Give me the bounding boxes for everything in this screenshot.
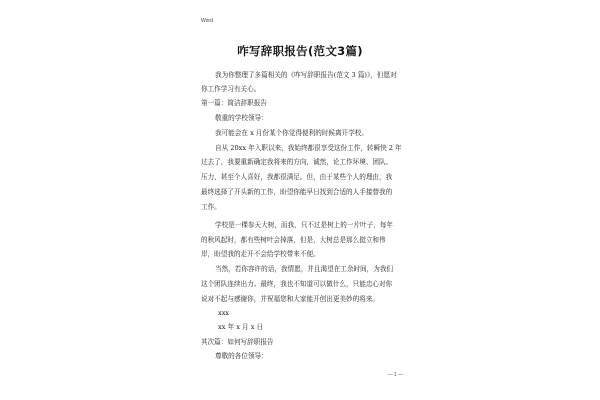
paragraph-line: 工作。 — [201, 203, 221, 211]
paragraph-line: 岸，盼望我的走开不会给学校带来不便。 — [201, 250, 320, 258]
paragraph-line: 说对不起与感谢你，并祝福您和大家能开创出更美妙的将来。 — [201, 295, 380, 303]
paragraph-line: 的秋风起时，都有些树叶会掉落，但是，大树总是那么挺立和伟 — [201, 236, 386, 244]
paragraph-line: 自从 20xx 年入职以来，我始终都很享受这份工作，转瞬快 2 年 — [215, 144, 402, 152]
paragraph-line: 这个团队连续出力。最终，我也不知道可以做什么，只能忠心对你 — [201, 280, 393, 288]
paragraph-line: 当然，若你容许的话，我情愿，并且渴望在工余时间，为我们 — [215, 265, 394, 273]
paragraph-line: 最终选择了开头新的工作，盼望你能早日找到合适的人手接替我的 — [201, 188, 393, 196]
page-number: — 1 — — [387, 372, 403, 378]
paragraph-line: 学校是一棵参天大树，而我，只不过是树上的一片叶子，每年 — [215, 221, 394, 229]
intro-line: 我为你整理了多篇相关的《咋写辞职报告(范文 3 篇)》，但愿对 — [215, 71, 397, 79]
intro-line: 你工作学习有关心。 — [201, 85, 261, 93]
signature-date: xx 年 x 月 x 日 — [218, 323, 264, 331]
paragraph-line: 压力，甚至个人喜好，我都很满足。但，由于某些个人的理由，我 — [201, 173, 393, 181]
app-label: Word — [201, 18, 213, 24]
section-heading: 其次篇：如何写辞职报告 — [201, 338, 274, 346]
salutation: 敬重的学校领导： — [215, 114, 268, 122]
paragraph-line: 我可能会在 x 月份某个你觉得便利的时候离开学校。 — [215, 129, 368, 137]
document-title: 咋写辞职报告(范文3篇) — [237, 44, 363, 58]
paragraph-line: 过去了，我要重新确定我将来的方向，诚然，论工作环境、团队、 — [201, 158, 393, 166]
section-heading: 第一篇：简洁辞职报告 — [201, 99, 267, 107]
salutation: 尊敬的各位领导： — [215, 352, 268, 360]
signature-name: xxx — [218, 309, 230, 317]
